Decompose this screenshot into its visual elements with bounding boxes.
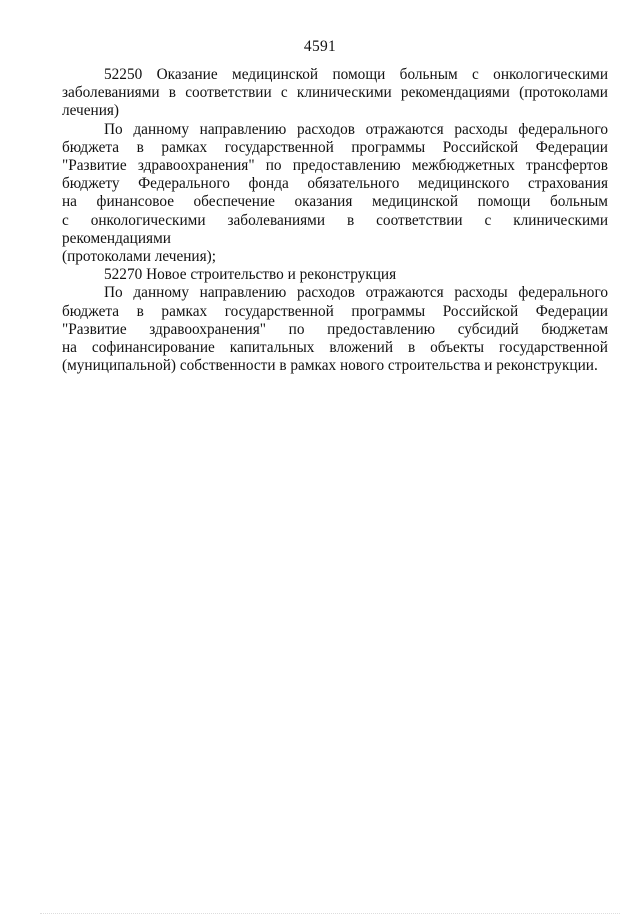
text-line: бюджета в рамках государственной программы Российской Федерации (62, 302, 608, 320)
text-line: бюджету Федерального фонда обязательного медицинского страхования (62, 175, 608, 193)
text-line: 52250 Оказание медицинской помощи больным с онкологическими (104, 66, 608, 83)
text-line: По данному направлению расходов отражаются расходы федерального (104, 120, 608, 138)
text-line: на софинансирование капитальных вложений в объекты государственной (62, 339, 608, 357)
text-line: с онкологическими заболеваниями в соответствии с клиническими рекомендациями (62, 211, 608, 247)
text-line: на финансовое обеспечение оказания медицинской помощи больным (62, 193, 608, 211)
page-number: 4591 (303, 38, 337, 55)
text-line: бюджета в рамках государственной программы Российской Федерации (62, 138, 608, 156)
text-line: По данному направлению расходов отражаются расходы федерального (104, 284, 608, 302)
document-body (62, 66, 608, 375)
text-line: (муниципальной) собственности в рамках нового строительства и реконструкции. (62, 357, 598, 375)
section-description-52250 (62, 121, 608, 267)
text-line: "Развитие здравоохранения" по предоставлению межбюджетных трансфертов (62, 157, 608, 175)
text-line: заболеваниями в соответствии с клиническими рекомендациями (протоколами (62, 84, 608, 102)
section-description-52270 (62, 284, 608, 375)
section-heading-52250 (62, 66, 608, 121)
text-line: (протоколами лечения); (62, 248, 216, 266)
section-heading-52270 (62, 266, 608, 284)
text-line: 52270 Новое строительство и реконструкция (104, 266, 397, 284)
text-line: "Развитие здравоохранения" по предоставлению субсидий бюджетам (62, 320, 608, 338)
text-line: лечения) (62, 102, 120, 120)
scan-edge-artifact (40, 913, 620, 916)
